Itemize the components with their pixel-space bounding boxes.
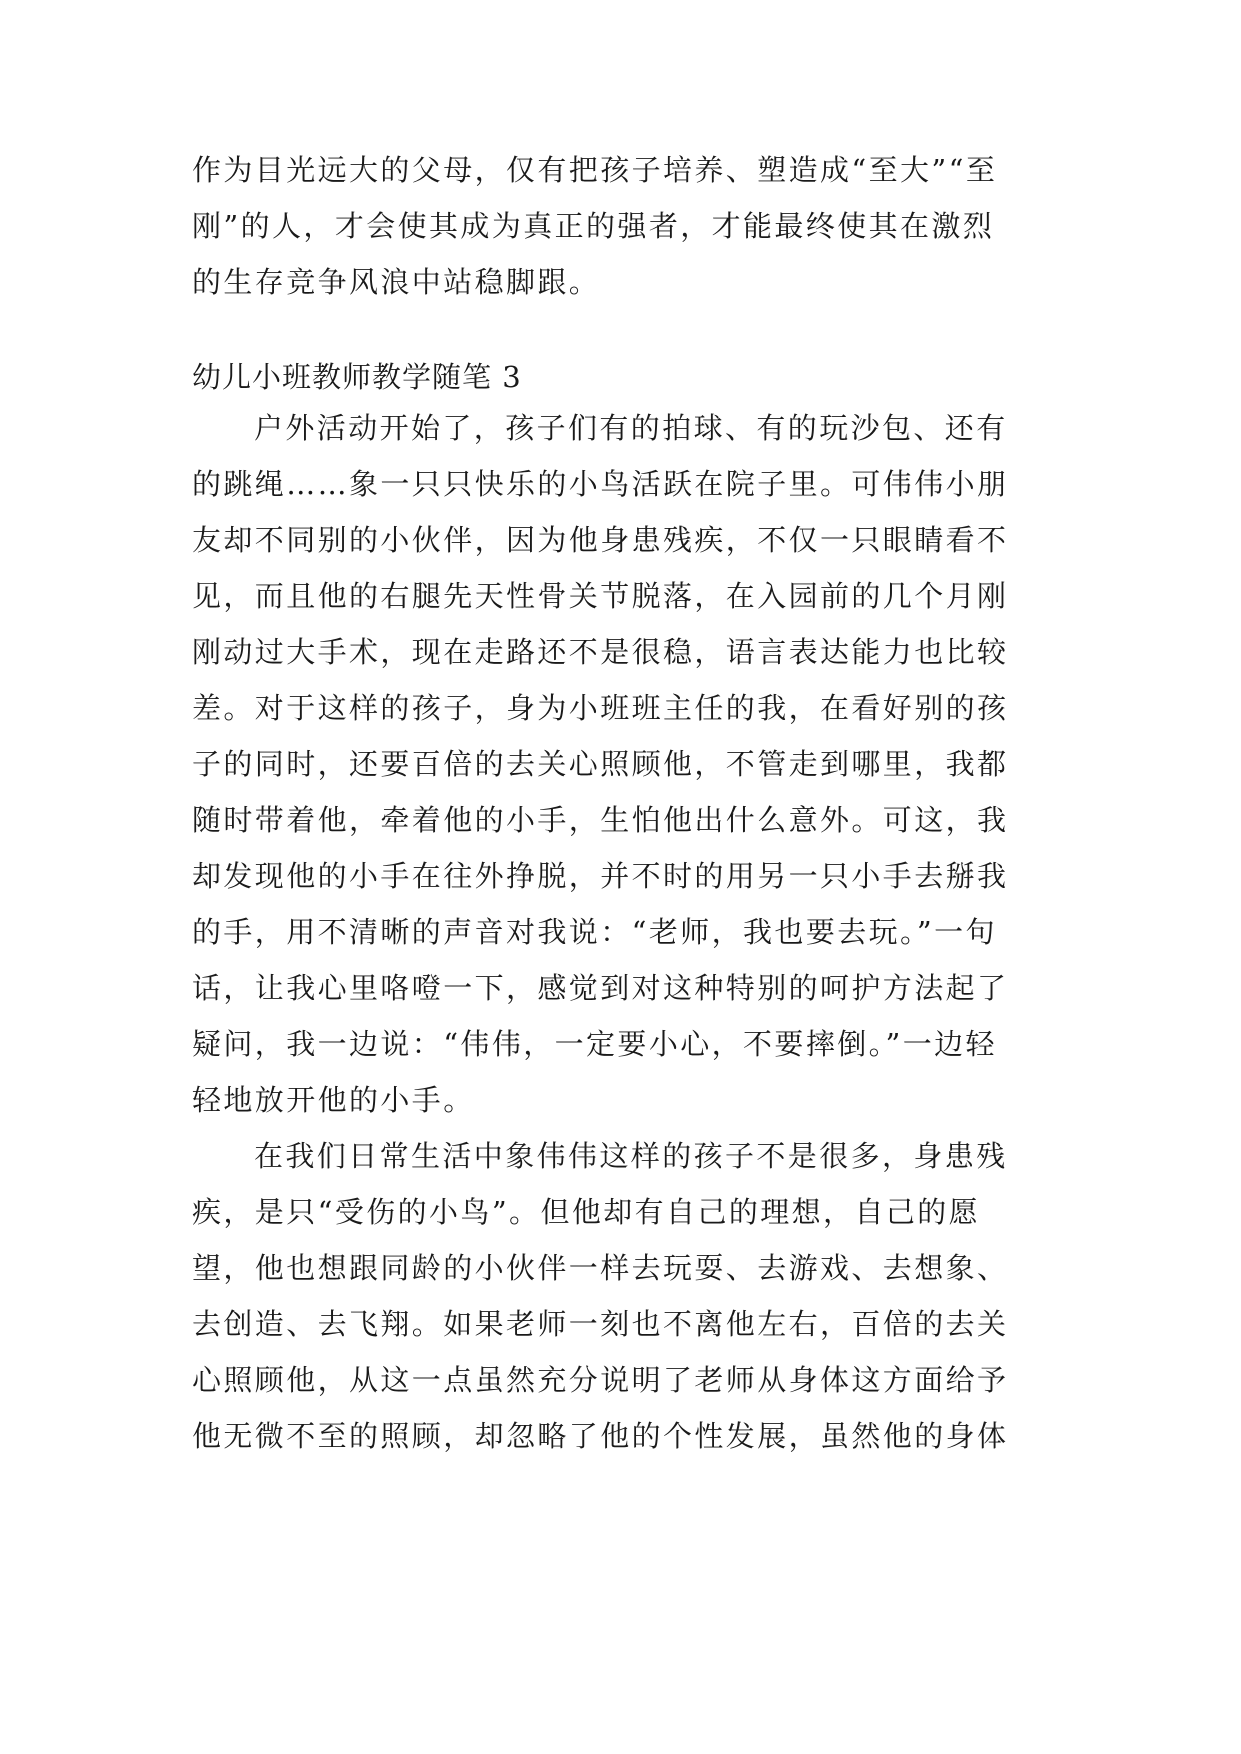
paragraph1-line: 见，而且他的右腿先天性骨关节脱落，在入园前的几个月刚 [192, 579, 1009, 613]
paragraph2-line: 他无微不至的照顾，却忽略了他的个性发展，虽然他的身体 [192, 1419, 1009, 1453]
paragraph1-line: 话，让我心里咯噔一下，感觉到对这种特别的呵护方法起了 [192, 971, 1009, 1005]
intro-line: 作为目光远大的父母，仅有把孩子培养、塑造成“至大”“至 [192, 153, 998, 187]
paragraph1-line: 友却不同别的小伙伴，因为他身患残疾，不仅一只眼睛看不 [192, 523, 1009, 557]
section-title: 幼儿小班教师教学随笔 3 [192, 360, 522, 394]
intro-line: 的生存竞争风浪中站稳脚跟。 [192, 265, 601, 299]
paragraph1-line: 随时带着他，牵着他的小手，生怕他出什么意外。可这，我 [192, 803, 1009, 837]
paragraph2-line: 心照顾他，从这一点虽然充分说明了老师从身体这方面给予 [192, 1363, 1009, 1397]
paragraph1-line: 刚动过大手术，现在走路还不是很稳，语言表达能力也比较 [192, 635, 1009, 669]
paragraph1-line: 子的同时，还要百倍的去关心照顾他，不管走到哪里，我都 [192, 747, 1009, 781]
paragraph2-line: 望，他也想跟同龄的小伙伴一样去玩耍、去游戏、去想象、 [192, 1251, 1009, 1285]
intro-line: 刚”的人，才会使其成为真正的强者，才能最终使其在激烈 [192, 209, 995, 243]
paragraph2-line: 去创造、去飞翔。如果老师一刻也不离他左右，百倍的去关 [192, 1307, 1009, 1341]
paragraph2-line: 疾，是只“受伤的小鸟”。但他却有自己的理想，自己的愿 [192, 1195, 981, 1229]
paragraph1-line: 轻地放开他的小手。 [192, 1083, 475, 1117]
paragraph1-line: 差。对于这样的孩子，身为小班班主任的我，在看好别的孩 [192, 691, 1009, 725]
paragraph1-line: 户外活动开始了，孩子们有的拍球、有的玩沙包、还有 [254, 411, 1008, 445]
paragraph1-line: 却发现他的小手在往外挣脱，并不时的用另一只小手去掰我 [192, 859, 1009, 893]
paragraph2-line: 在我们日常生活中象伟伟这样的孩子不是很多，身患残 [254, 1139, 1008, 1173]
paragraph1-line: 疑问，我一边说：“伟伟，一定要小心，不要摔倒。”一边轻 [192, 1027, 997, 1061]
paragraph1-line: 的手，用不清晰的声音对我说：“老师，我也要去玩。”一句 [192, 915, 997, 949]
paragraph1-line: 的跳绳……象一只只快乐的小鸟活跃在院子里。可伟伟小朋 [192, 467, 1009, 501]
